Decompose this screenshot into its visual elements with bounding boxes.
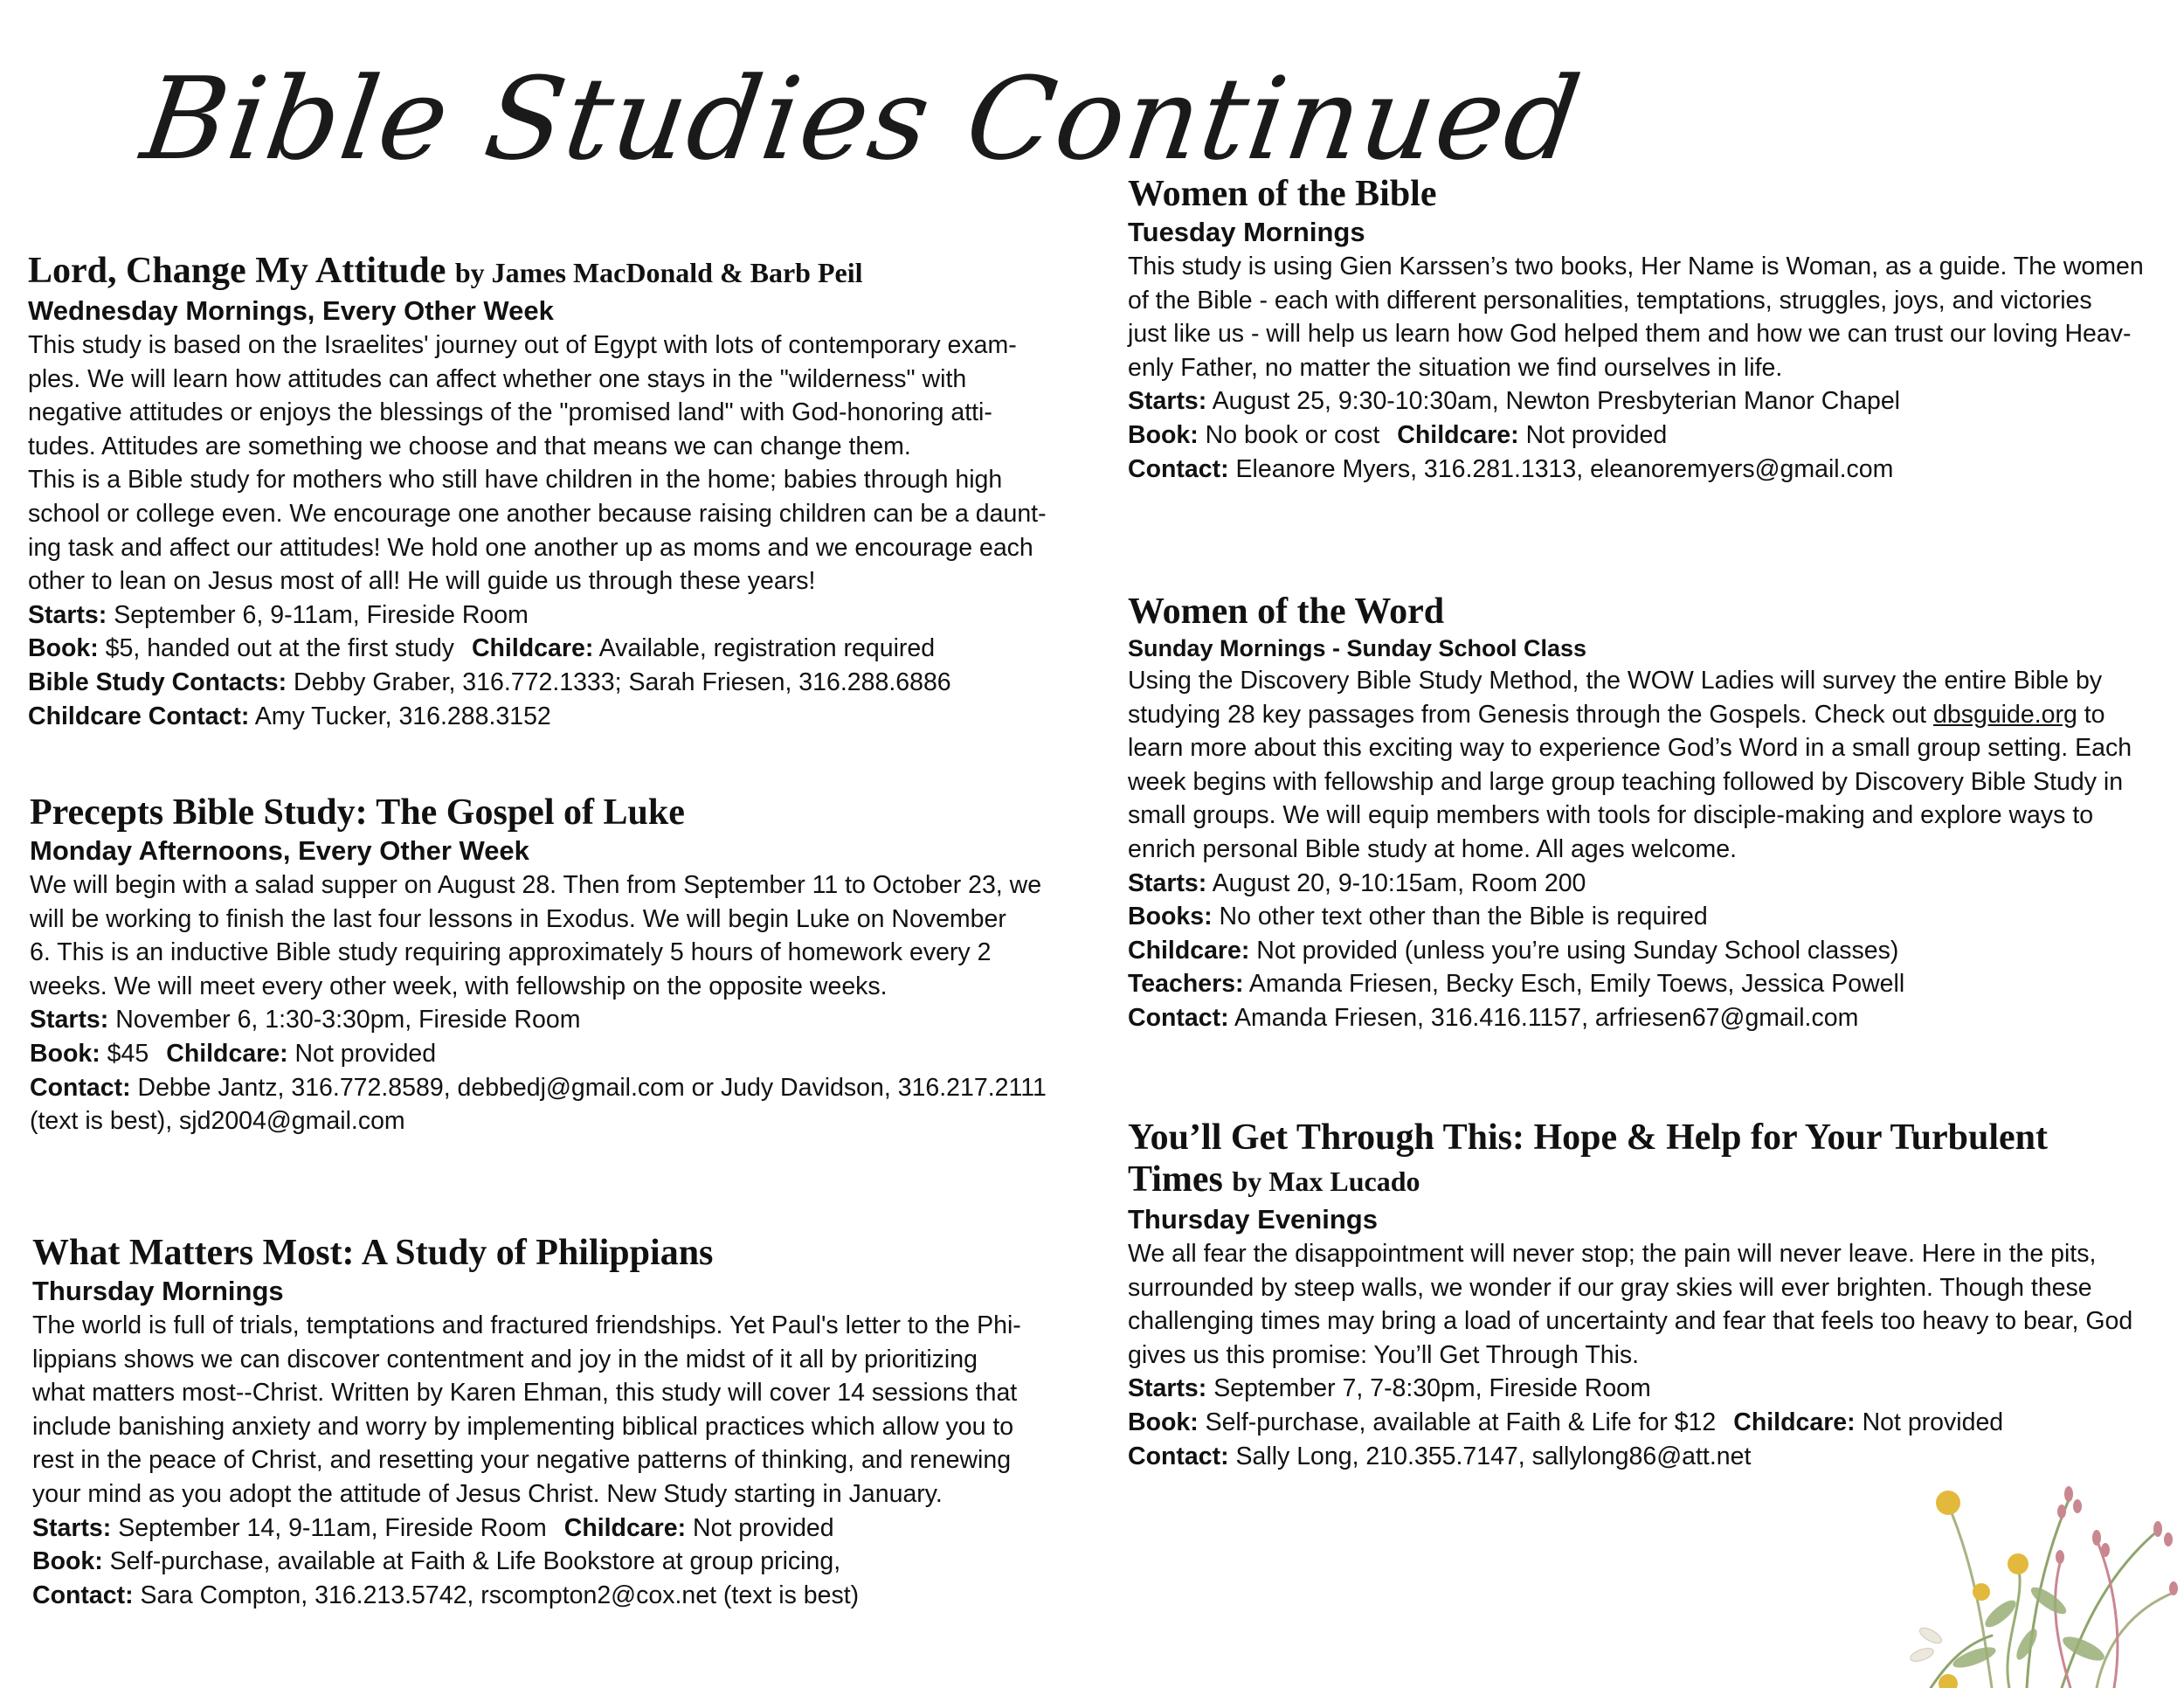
starts-row: Starts: September 7, 7-8:30pm, Fireside Room [1128, 1374, 1651, 1403]
contacts-row: Bible Study Contacts: Debby Graber, 316.772.1333; Sarah Friesen, 316.288.6886 [28, 668, 951, 696]
description-line: learn more about this exciting way to experience God’s Word in a small group setting. Each [1128, 734, 2132, 763]
description-line: This study is based on the Israelites' journey out of Egypt with lots of contemporary exam- [28, 331, 1017, 359]
contact-row-continued: (text is best), sjd2004@gmail.com [30, 1107, 405, 1136]
study-women-of-the-word [1128, 591, 2167, 1035]
contact-row: Contact: Debbe Jantz, 316.772.8589, debbedj@gmail.com or Judy Davidson, 316.217.2111 [30, 1073, 1047, 1102]
study-schedule: Sunday Mornings - Sunday School Class [1128, 635, 1587, 661]
study-title: What Matters Most: A Study of Philippians [32, 1233, 714, 1273]
description-line: rest in the peace of Christ, and resetting your negative patterns of thinking, and renewing [32, 1446, 1012, 1475]
description-line: small groups. We will equip members with tools for disciple-making and explore ways to [1128, 801, 2094, 830]
contact-row: Contact: Amanda Friesen, 316.416.1157, arfriesen67@gmail.com [1128, 1003, 1859, 1032]
book-row: Book: Self-purchase, available at Faith & Life Bookstore at group pricing, [32, 1547, 841, 1576]
study-precepts-luke [30, 792, 1095, 1138]
contact-row: Contact: Eleanore Myers, 316.281.1313, eleanoremyers@gmail.com [1128, 454, 1894, 483]
description-line: of the Bible - each with different personalities, temptations, struggles, joys, and victories [1128, 286, 2092, 315]
description-line: negative attitudes or enjoys the blessings of the "promised land" with God-honoring atti- [28, 398, 992, 427]
description-line: We all fear the disappointment will never stop; the pain will never leave. Here in the pits, [1128, 1240, 2097, 1268]
study-lord-change-my-attitude [28, 250, 1094, 733]
description-line: your mind as you adopt the attitude of Jesus Christ. New Study starting in January. [32, 1479, 943, 1508]
description-line: include banishing anxiety and worry by implementing biblical practices which allow you to [32, 1412, 1014, 1441]
starts-childcare-row: Starts: September 14, 9-11am, Fireside Room Childcare: Not provided [32, 1513, 834, 1542]
book-childcare-row: Book: No book or cost Childcare: Not provided [1128, 420, 1668, 449]
description-line: The world is full of trials, temptations and fractured friendships. Yet Paul's letter to the Phi- [32, 1311, 1021, 1339]
description-line: lippians shows we can discover contentment and joy in the midst of it all by prioritizing [32, 1345, 978, 1373]
description-line: This study is using Gien Karssen’s two books, Her Name is Woman, as a guide. The women [1128, 253, 2144, 280]
description-line: ing task and affect our attitudes! We hold one another up as moms and we encourage each [28, 533, 1033, 562]
study-schedule: Wednesday Mornings, Every Other Week [28, 295, 554, 326]
description-line: challenging times may bring a load of uncertainty and fear that feels too heavy to bear, God [1128, 1307, 2133, 1336]
study-title: Women of the Bible [1128, 174, 1437, 214]
study-youll-get-through-this [1128, 1117, 2167, 1473]
study-title: Women of the Word [1128, 591, 1445, 632]
description-line: week begins with fellowship and large group teaching followed by Discovery Bible Study in [1128, 767, 2124, 796]
childcare-row: Childcare: Not provided (unless you’re using Sunday School classes) [1128, 936, 1899, 965]
book-childcare-row: Book: Self-purchase, available at Faith & Life for $12 Childcare: Not provided [1128, 1408, 2004, 1436]
description-line: This is a Bible study for mothers who still have children in the home; babies through high [28, 466, 1003, 495]
study-title: Precepts Bible Study: The Gospel of Luke [30, 792, 685, 833]
description-line: Using the Discovery Bible Study Method, the WOW Ladies will survey the entire Bible by [1128, 667, 2103, 695]
study-what-matters-most [32, 1232, 1098, 1612]
starts-row: Starts: November 6, 1:30-3:30pm, Fireside Room [30, 1006, 581, 1034]
description-line: weeks. We will meet every other week, with fellowship on the opposite weeks. [30, 972, 888, 1000]
description-line: We will begin with a salad supper on August 28. Then from September 11 to October 23, we [30, 871, 1042, 899]
description-line: tudes. Attitudes are something we choose and that means we can change them. [28, 432, 911, 460]
dbsguide-link[interactable]: dbsguide.org [1933, 700, 2077, 729]
description-line: school or college even. We encourage one another because raising children can be a daunt- [28, 499, 1047, 528]
description-line: studying 28 key passages from Genesis through the Gospels. Check out dbsguide.org to [1128, 700, 2105, 729]
study-schedule: Thursday Mornings [32, 1276, 284, 1306]
study-schedule: Tuesday Mornings [1128, 217, 1365, 247]
starts-row: Starts: September 6, 9-11am, Fireside Room [28, 600, 529, 629]
description-line: will be working to finish the last four lessons in Exodus. We will begin Luke on November [30, 904, 1006, 933]
description-line: gives us this promise: You’ll Get Through This. [1128, 1340, 1640, 1369]
study-title: Lord, Change My Attitude by James MacDonald & Barb Peil [28, 251, 863, 291]
starts-row: Starts: August 25, 9:30-10:30am, Newton Presbyterian Manor Chapel [1128, 387, 1901, 416]
page-title: Bible Studies Continued [135, 52, 1590, 185]
contact-row: Contact: Sara Compton, 316.213.5742, rscompton2@cox.net (text is best) [32, 1581, 860, 1609]
study-title: You’ll Get Through This: Hope & Help for Your Turbulent Times by Max Lucado [1128, 1117, 2048, 1200]
description-line: what matters most--Christ. Written by Karen Ehman, this study will cover 14 sessions that [32, 1379, 1018, 1408]
description-line: surrounded by steep walls, we wonder if our gray skies will ever brighten. Though these [1128, 1273, 2092, 1302]
description-line: ples. We will learn how attitudes can affect whether one stays in the "wilderness" with [28, 364, 967, 393]
book-childcare-row: Book: $5, handed out at the first study Childcare: Available, registration required [28, 634, 936, 663]
wildflower-illustration [1896, 1426, 2184, 1688]
teachers-row: Teachers: Amanda Friesen, Becky Esch, Emily Toews, Jessica Powell [1128, 970, 1905, 999]
study-women-of-the-bible [1128, 173, 2167, 486]
study-schedule: Thursday Evenings [1128, 1204, 1378, 1235]
study-schedule: Monday Afternoons, Every Other Week [30, 835, 529, 866]
description-line: other to lean on Jesus most of all! He will guide us through these years! [28, 567, 816, 596]
childcare-contact-row: Childcare Contact: Amy Tucker, 316.288.3152 [28, 702, 551, 730]
book-childcare-row: Book: $45 Childcare: Not provided [30, 1039, 437, 1068]
description-line: enrich personal Bible study at home. All ages welcome. [1128, 834, 1738, 863]
description-line: just like us - will help us learn how God helped them and how we can trust our loving Heav- [1128, 320, 2132, 349]
description-line: 6. This is an inductive Bible study requiring approximately 5 hours of homework every 2 [30, 938, 992, 967]
books-row: Books: No other text other than the Bible is required [1128, 903, 1708, 931]
contact-row: Contact: Sally Long, 210.355.7147, sallylong86@att.net [1128, 1442, 1752, 1470]
description-line: enly Father, no matter the situation we find ourselves in life. [1128, 353, 1783, 382]
starts-row: Starts: August 20, 9-10:15am, Room 200 [1128, 868, 1586, 897]
